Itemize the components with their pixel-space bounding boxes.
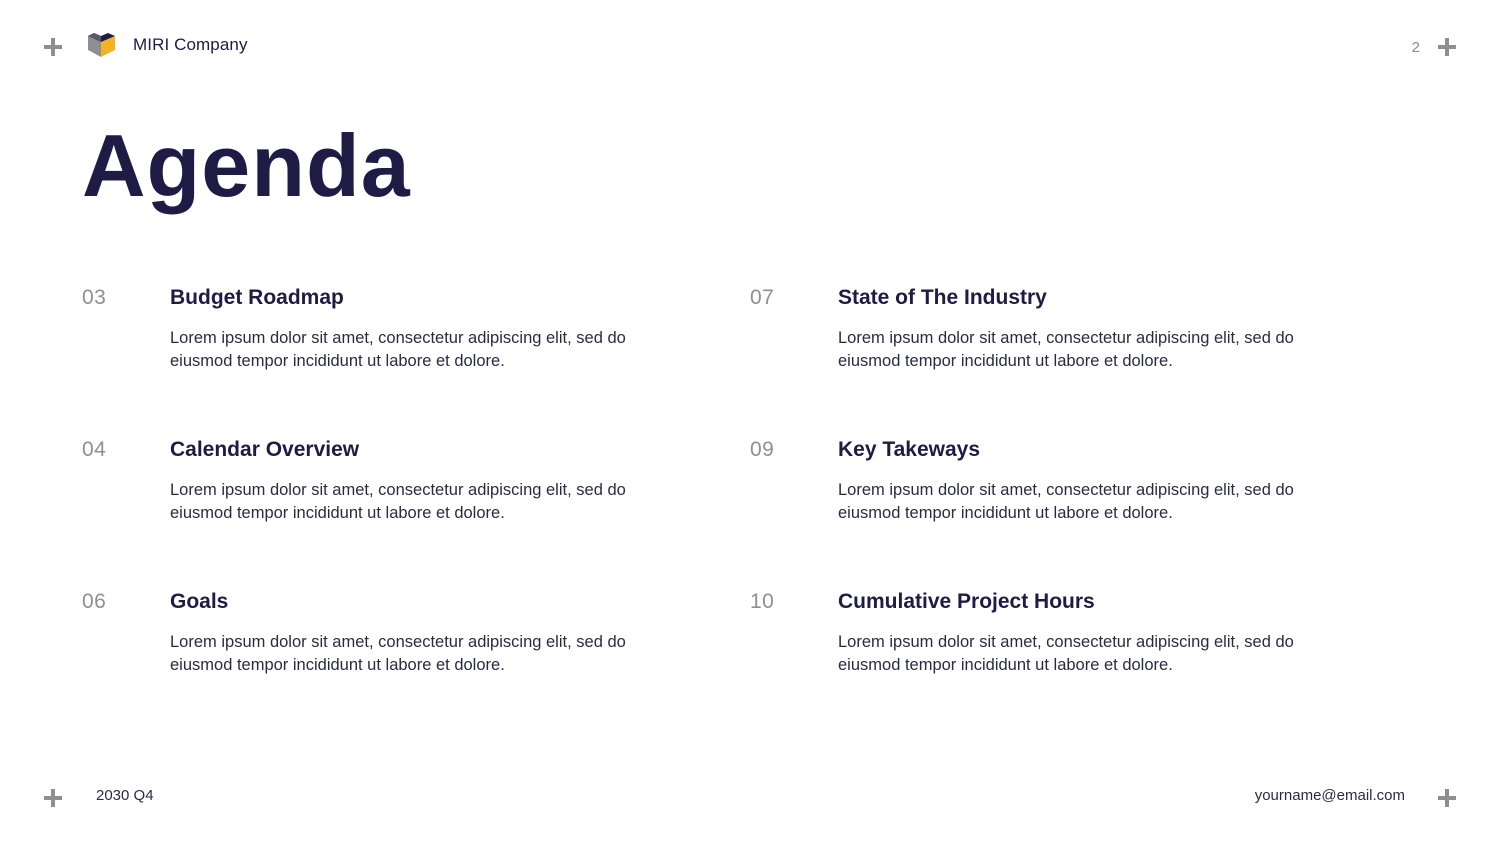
agenda-item-title: Goals xyxy=(170,590,229,613)
agenda-item-title: Budget Roadmap xyxy=(170,286,344,309)
page-number: 2 xyxy=(1411,39,1420,56)
page-title: Agenda xyxy=(82,116,411,215)
agenda-item-title: Calendar Overview xyxy=(170,438,360,461)
footer-email: yourname@email.com xyxy=(1254,787,1405,804)
agenda-item-description: Lorem ipsum dolor sit amet, consectetur adipiscing elit, sed do eiusmod tempor incididunt ut labore et dolore. xyxy=(838,329,1294,370)
agenda-item-number: 07 xyxy=(750,286,775,309)
agenda-item-number: 04 xyxy=(82,438,107,461)
agenda-item-number: 10 xyxy=(750,590,775,613)
agenda-item-title: State of The Industry xyxy=(838,286,1047,309)
agenda-item-description: Lorem ipsum dolor sit amet, consectetur adipiscing elit, sed do eiusmod tempor incididunt ut labore et dolore. xyxy=(170,481,626,522)
agenda-item-description: Lorem ipsum dolor sit amet, consectetur adipiscing elit, sed do eiusmod tempor incididunt ut labore et dolore. xyxy=(170,633,626,674)
agenda-item-number: 03 xyxy=(82,286,107,309)
agenda-item-number: 09 xyxy=(750,438,775,461)
brand-name: MIRI Company xyxy=(133,35,248,54)
agenda-item-description: Lorem ipsum dolor sit amet, consectetur adipiscing elit, sed do eiusmod tempor incididunt ut labore et dolore. xyxy=(838,481,1294,522)
agenda-item-number: 06 xyxy=(82,590,107,613)
footer-period: 2030 Q4 xyxy=(96,787,154,804)
agenda-item-description: Lorem ipsum dolor sit amet, consectetur adipiscing elit, sed do eiusmod tempor incididunt ut labore et dolore. xyxy=(838,633,1294,674)
agenda-item-description: Lorem ipsum dolor sit amet, consectetur adipiscing elit, sed do eiusmod tempor incididunt ut labore et dolore. xyxy=(170,329,626,370)
agenda-item-title: Cumulative Project Hours xyxy=(838,590,1095,613)
agenda-item-title: Key Takeways xyxy=(838,438,981,461)
